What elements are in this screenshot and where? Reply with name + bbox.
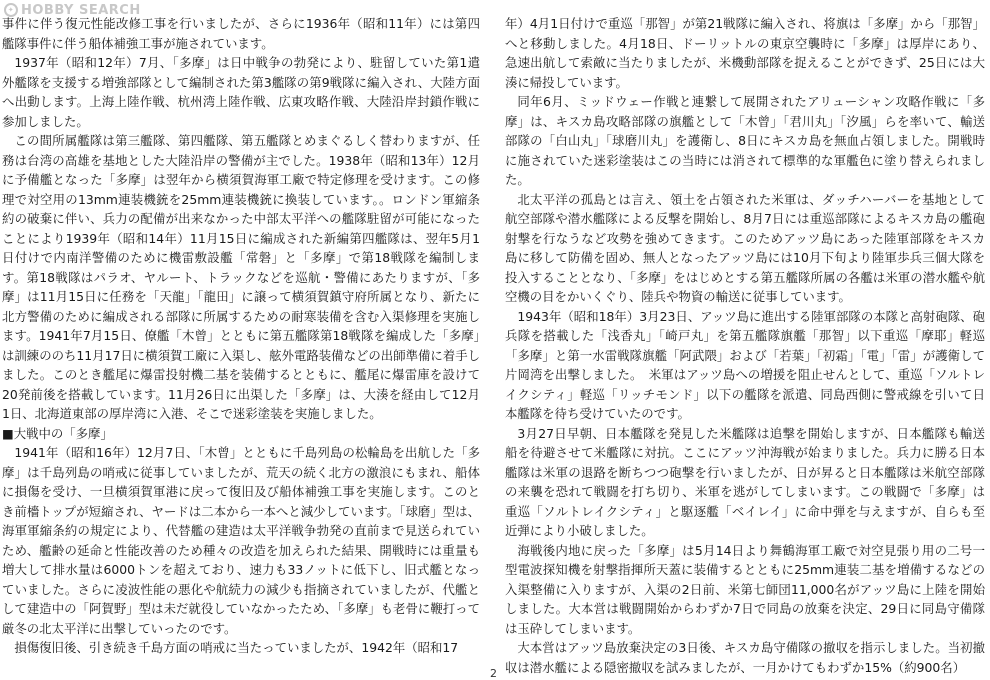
paragraph: 同年6月、ミッドウェー作戦と連繋して展開されたアリューシャン攻略作戦に「多摩」は、キスカ島攻略部隊の旗艦として「木曾」「君川丸」「汐風」らを率いて、輸送部隊の「白山丸」「球磨川丸」を護衛し、8日にキスカ島を無血占領しました。開戦時に施されていた迷彩塗装はこの当時には消されて標準的な軍艦色に塗り替えられました。 (505, 94, 985, 187)
paragraph: この間所属艦隊は第三艦隊、第四艦隊、第五艦隊とめまぐるしく替わりますが、任務は台湾の高雄を基地とした大陸沿岸の警備が主でした。1938年（昭和13年）12月に予備艦となった「多摩」は翌年から横須賀海軍工廠で特定修理を受けます。この修理で対空用の13mm連装機銃を25mm連装機銃に換装しています。。ロンドン軍縮条約の破棄に伴い、兵力の配備が出来なかった中部太平洋への艦隊駐留が可能になったことにより1939年（昭和14年）11月15日に編成された新編第四艦隊は、翌年5月1日付けで内南洋警備のために機雷敷設艦「常磐」と「多摩」で第18戦隊を編制します。第18戦隊はパラオ、ヤルート、トラックなどを巡航・警備にあたりますが、「多摩」は11月15日に任務を「天龍」「龍田」に譲って横須賀鎮守府所属となり、新たに北方警備のために編成される部隊に所属するための耐寒装備を含む入渠修理を実施します。1941年7月15日、僚艦「木曾」とともに第五艦隊第18戦隊を編成した「多摩」は訓練ののち11月17日に横須賀工廠に入渠し、舷外電路装備などの出師準備に着手しました。このとき艦尾に爆雷投射機二基を装備するとともに、艦尾に爆雷庫を設けて20発前後を搭載しています。11月26日に出渠した「多摩」は、大湊を経由して12月1日、北海道東部の厚岸湾に入港、そこで迷彩塗装を実施しました。 (2, 133, 480, 421)
paragraph: 大本営はアッツ島放棄決定の3日後、キスカ島守備隊の撤収を指示しました。当初撤収は潜水艦による隠密撤収を試みましたが、一月かけてもわずか15%（約900名） (505, 640, 985, 675)
paragraph: 損傷復旧後、引き続き千島方面の哨戒に当たっていましたが、1942年（昭和17 (14, 640, 459, 655)
hobby-search-logo-icon: ✦ (4, 3, 18, 17)
left-column (2, 14, 480, 658)
paragraph: 事件に伴う復元性能改修工事を行いましたが、さらに1936年（昭和11年）には第四艦隊事件に伴う船体補強工事が施されています。 (2, 16, 480, 51)
section-heading: ■大戦中の「多摩」 (2, 425, 113, 441)
paragraph: 海戦後内地に戻った「多摩」は5月14日より舞鶴海軍工廠で対空見張り用の二号一型電波探知機を射撃指揮所天蓋に装備するとともに25mm連装二基を増備するなどの入渠整備に入りますが、入渠の2日前、米第七師団11,000名がアッツ島に上陸を開始しました。大本営は戦闘開始からわずか7日で同島の放棄を決定、29日に同島守備隊は玉砕してしまいます。 (505, 542, 985, 636)
paragraph: 年）4月1日付けで重巡「那智」が第21戦隊に編入され、将旗は「多摩」から「那智」へと移動しました。4月18日、ドーリットルの東京空襲時に「多摩」は厚岸にあり、急速出航して索敵に当たりましたが、米機動部隊を捉えることができず、25日には大湊に帰投しています。 (505, 16, 985, 90)
page-number: 2 (490, 667, 497, 680)
watermark-text: HOBBY SEARCH (21, 2, 141, 18)
paragraph: 1943年（昭和18年）3月23日、アッツ島に進出する陸軍部隊の本隊と高射砲隊、砲兵隊を搭載した「浅香丸」「崎戸丸」を第五艦隊旗艦「那智」以下重巡「摩耶」軽巡「多摩」と第一水雷戦隊旗艦「阿武隈」および「若葉」「初霜」「電」「雷」が護衛して片岡湾を出撃しました。 米軍はアッツ島への増援を阻止せんとして、重巡「ソルトレイクシティ」軽巡「リッチモンド」以下の艦隊を派遣、同島西側に警戒線を引いて日本艦隊を待ち受けていたのです。 (505, 308, 985, 421)
paragraph: 1937年（昭和12年）7月、「多摩」は日中戦争の勃発により、駐留していた第1遣外艦隊を支援する増強部隊として編制された第3艦隊の第9戦隊に編入され、大陸方面へ出動します。上海上陸作戦、杭州湾上陸作戦、広東攻略作戦、大陸沿岸封鎖作戦に参加しました。 (2, 55, 480, 129)
paragraph: 3月27日早朝、日本艦隊を発見した米艦隊は追撃を開始しますが、日本艦隊も輸送船を待避させて米艦隊に対抗。ここにアッツ沖海戦が始まりました。兵力に勝る日本艦隊は米軍の退路を断ちつつ砲撃を行いましたが、日が昇ると日本艦隊は米航空部隊の来襲を恐れて戦闘を打ち切り、米軍を逃がしてしまいます。この戦闘で「多摩」は重巡「ソルトレイクシティ」と駆逐艦「ベイレイ」に命中弾を与えますが、自らも至近弾により小破しました。 (505, 425, 985, 538)
right-column (505, 14, 985, 677)
watermark-logo (4, 1, 141, 19)
paragraph: 北太平洋の孤島とは言え、領土を占領された米軍は、ダッチハーバーを基地として航空部隊や潜水艦隊による反撃を開始し、8月7日には重巡部隊によるキスカ島の艦砲射撃を行なうなど攻勢を強めてきます。このためアッツ島にあった陸軍部隊をキスカ島に移して防備を固め、無人となったアッツ島には10月下旬より陸軍歩兵三個大隊を投入することとなり、「多摩」をはじめとする第五艦隊所属の各艦は米軍の潜水艦や航空機の目をかいくぐり、陸兵や物資の輸送に従事しています。 (505, 191, 985, 304)
paragraph: 1941年（昭和16年）12月7日、「木曾」とともに千島列島の松輪島を出航した「多摩」は千島列島の哨戒に従事していましたが、荒天の続く北方の激浪にもまれ、船体に損傷を受け、一旦横須賀軍港に戻って復旧及び船体補強工事を実施します。このとき前檣トップが短縮され、ヤードは二本から一本へと減少しています。「球磨」型は、海軍軍縮条約の規定により、代替艦の建造は太平洋戦争勃発の直前まで見送られていため、艦齢の延命と性能改善のため種々の改造を加えられた結果、開戦時には重量も増大して排水量は6000トンを超えており、速力も33ノットに低下し、旧式艦となっていました。さらに凌波性能の悪化や航続力の減少も指摘されていましたが、代艦として建造中の「阿賀野」型は未だ就役していなかったため、「多摩」も老骨に鞭打って厳冬の北太平洋に出撃していったのです。 (2, 445, 480, 636)
